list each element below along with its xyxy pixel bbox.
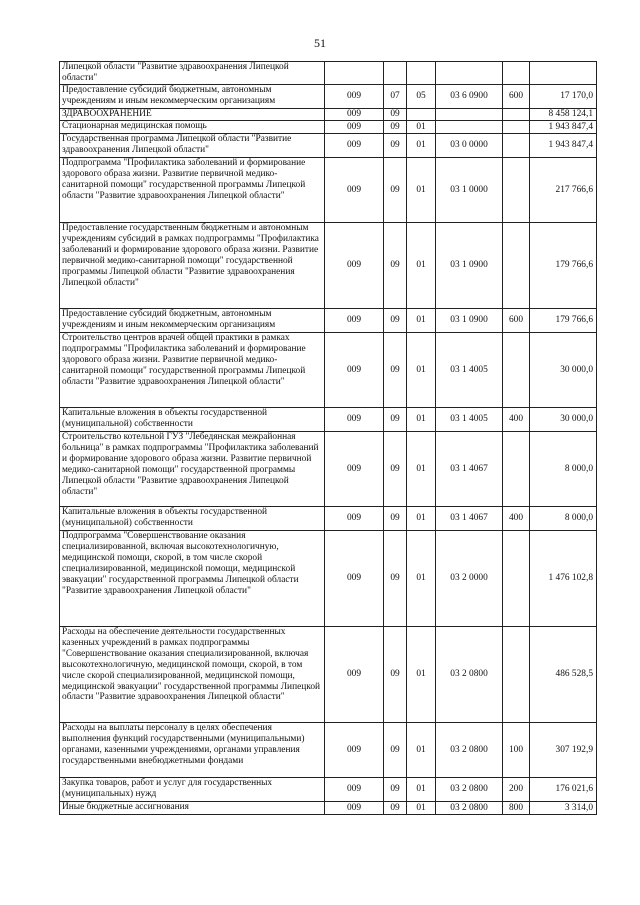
- expense-name-cell: Предоставление субсидий бюджетным, автономным учреждениям и иным некоммерческим организациям: [60, 85, 325, 109]
- expense-name-cell: Строительство котельной ГУЗ "Лебедянская межрайонная больница" в рамках подпрограммы "Профилактика заболеваний и формирование здорового образа жизни. Развитие первичной медико-санитарной помощи" государственной программы Липецкой области "Развитие здравоохранения Липецкой области": [60, 432, 325, 507]
- target-item-cell: 03 1 4005: [436, 333, 503, 408]
- amount-cell: [530, 62, 597, 85]
- subsection-code-cell: 05: [407, 85, 436, 109]
- target-item-cell: [436, 62, 503, 85]
- department-code-cell: 009: [325, 432, 384, 507]
- department-code-cell: 009: [325, 309, 384, 333]
- expense-name-cell: Закупка товаров, работ и услуг для государственных (муниципальных) нужд: [60, 778, 325, 802]
- table-row: [60, 121, 597, 134]
- expense-type-cell: [503, 531, 530, 627]
- expense-name-cell: Расходы на обеспечение деятельности государственных казенных учреждений в рамках подпрограммы "Совершенствование оказания специализированной, включая высокотехнологичную, медицинской помощи, скорой, в том числе скорой специализированной, медицинской помощи, медицинской эвакуации" государственной программы Липецкой области "Развитие здравоохранения Липецкой области": [60, 627, 325, 723]
- department-code-cell: 009: [325, 134, 384, 158]
- target-item-cell: 03 2 0800: [436, 723, 503, 778]
- amount-cell: 30 000,0: [530, 408, 597, 432]
- table-row: [60, 158, 597, 223]
- table-row: [60, 531, 597, 627]
- expense-type-cell: [503, 627, 530, 723]
- section-code-cell: 09: [384, 802, 407, 815]
- subsection-code-cell: 01: [407, 333, 436, 408]
- table-row: [60, 432, 597, 507]
- expense-name-cell: Предоставление субсидий бюджетным, автономным учреждениям и иным некоммерческим организациям: [60, 309, 325, 333]
- amount-cell: 179 766,6: [530, 223, 597, 309]
- amount-cell: 30 000,0: [530, 333, 597, 408]
- expense-type-cell: [503, 121, 530, 134]
- department-code-cell: 009: [325, 408, 384, 432]
- expense-name-cell: Государственная программа Липецкой области "Развитие здравоохранения Липецкой области": [60, 134, 325, 158]
- subsection-code-cell: 01: [407, 158, 436, 223]
- amount-cell: 217 766,6: [530, 158, 597, 223]
- table-row: [60, 723, 597, 778]
- section-code-cell: 09: [384, 432, 407, 507]
- table-row: [60, 109, 597, 121]
- section-code-cell: 09: [384, 134, 407, 158]
- department-code-cell: 009: [325, 507, 384, 531]
- section-code-cell: 09: [384, 109, 407, 121]
- department-code-cell: 009: [325, 333, 384, 408]
- section-code-cell: 09: [384, 121, 407, 134]
- expense-name-cell: Строительство центров врачей общей практики в рамках подпрограммы "Профилактика заболеваний и формирование здорового образа жизни. Развитие первичной медико-санитарной помощи" государственной программы Липецкой области "Развитие здравоохранения Липецкой области": [60, 333, 325, 408]
- target-item-cell: 03 2 0800: [436, 802, 503, 815]
- table-row: [60, 134, 597, 158]
- expense-name-cell: ЗДРАВООХРАНЕНИЕ: [60, 109, 325, 121]
- expense-type-cell: [503, 158, 530, 223]
- subsection-code-cell: 01: [407, 531, 436, 627]
- expense-type-cell: 600: [503, 309, 530, 333]
- expense-name-cell: Стационарная медицинская помощь: [60, 121, 325, 134]
- section-code-cell: 09: [384, 627, 407, 723]
- department-code-cell: 009: [325, 109, 384, 121]
- subsection-code-cell: 01: [407, 507, 436, 531]
- expense-name-cell: Расходы на выплаты персоналу в целях обеспечения выполнения функций государственными (муниципальными) органами, казенными учреждениями, органами управления государственными внебюджетными фондами: [60, 723, 325, 778]
- table-row: [60, 62, 597, 85]
- subsection-code-cell: 01: [407, 223, 436, 309]
- section-code-cell: 09: [384, 223, 407, 309]
- amount-cell: 1 943 847,4: [530, 134, 597, 158]
- section-code-cell: 09: [384, 408, 407, 432]
- target-item-cell: [436, 109, 503, 121]
- expense-type-cell: 600: [503, 85, 530, 109]
- amount-cell: 307 192,9: [530, 723, 597, 778]
- expense-name-cell: Подпрограмма "Профилактика заболеваний и формирование здорового образа жизни. Развитие первичной медико-санитарной помощи" государственной программы Липецкой области "Развитие здравоохранения Липецкой области": [60, 158, 325, 223]
- target-item-cell: [436, 121, 503, 134]
- target-item-cell: 03 1 4067: [436, 432, 503, 507]
- amount-cell: 486 528,5: [530, 627, 597, 723]
- expense-name-cell: Липецкой области "Развитие здравоохранения Липецкой области": [60, 62, 325, 85]
- budget-table: [59, 61, 597, 815]
- section-code-cell: [384, 62, 407, 85]
- subsection-code-cell: [407, 62, 436, 85]
- expense-type-cell: [503, 223, 530, 309]
- table-row: [60, 223, 597, 309]
- table-body: [60, 62, 597, 815]
- department-code-cell: 009: [325, 802, 384, 815]
- target-item-cell: 03 0 0000: [436, 134, 503, 158]
- amount-cell: 8 000,0: [530, 432, 597, 507]
- section-code-cell: 09: [384, 309, 407, 333]
- amount-cell: 17 170,0: [530, 85, 597, 109]
- section-code-cell: 09: [384, 333, 407, 408]
- subsection-code-cell: 01: [407, 309, 436, 333]
- table-row: [60, 85, 597, 109]
- section-code-cell: 09: [384, 158, 407, 223]
- table-row: [60, 507, 597, 531]
- page-number: 51: [314, 36, 326, 50]
- expense-name-cell: Подпрограмма "Совершенствование оказания специализированной, включая высокотехнологичную, медицинской помощи, скорой, в том числе скорой специализированной, медицинской помощи, медицинской эвакуации" государственной программы Липецкой области "Развитие здравоохранения Липецкой области": [60, 531, 325, 627]
- expense-type-cell: 200: [503, 778, 530, 802]
- target-item-cell: 03 1 4067: [436, 507, 503, 531]
- section-code-cell: 07: [384, 85, 407, 109]
- department-code-cell: 009: [325, 85, 384, 109]
- amount-cell: 176 021,6: [530, 778, 597, 802]
- subsection-code-cell: [407, 109, 436, 121]
- department-code-cell: 009: [325, 778, 384, 802]
- department-code-cell: 009: [325, 627, 384, 723]
- section-code-cell: 09: [384, 778, 407, 802]
- expense-type-cell: [503, 432, 530, 507]
- section-code-cell: 09: [384, 531, 407, 627]
- table-row: [60, 802, 597, 815]
- amount-cell: 1 943 847,4: [530, 121, 597, 134]
- target-item-cell: 03 6 0900: [436, 85, 503, 109]
- target-item-cell: 03 1 4005: [436, 408, 503, 432]
- target-item-cell: 03 1 0900: [436, 309, 503, 333]
- department-code-cell: 009: [325, 723, 384, 778]
- subsection-code-cell: 01: [407, 627, 436, 723]
- subsection-code-cell: 01: [407, 432, 436, 507]
- subsection-code-cell: 01: [407, 723, 436, 778]
- target-item-cell: 03 1 0900: [436, 223, 503, 309]
- table-row: [60, 627, 597, 723]
- expense-type-cell: [503, 134, 530, 158]
- expense-type-cell: 800: [503, 802, 530, 815]
- section-code-cell: 09: [384, 507, 407, 531]
- expense-type-cell: [503, 109, 530, 121]
- subsection-code-cell: 01: [407, 778, 436, 802]
- amount-cell: 179 766,6: [530, 309, 597, 333]
- target-item-cell: 03 2 0000: [436, 531, 503, 627]
- subsection-code-cell: 01: [407, 121, 436, 134]
- expense-type-cell: [503, 333, 530, 408]
- section-code-cell: 09: [384, 723, 407, 778]
- department-code-cell: 009: [325, 531, 384, 627]
- amount-cell: 3 314,0: [530, 802, 597, 815]
- table-row: [60, 778, 597, 802]
- expense-type-cell: 400: [503, 507, 530, 531]
- department-code-cell: 009: [325, 121, 384, 134]
- table-row: [60, 333, 597, 408]
- amount-cell: 1 476 102,8: [530, 531, 597, 627]
- subsection-code-cell: 01: [407, 408, 436, 432]
- table-row: [60, 408, 597, 432]
- amount-cell: 8 000,0: [530, 507, 597, 531]
- department-code-cell: [325, 62, 384, 85]
- expense-name-cell: Иные бюджетные ассигнования: [60, 802, 325, 815]
- target-item-cell: 03 2 0800: [436, 627, 503, 723]
- department-code-cell: 009: [325, 223, 384, 309]
- department-code-cell: 009: [325, 158, 384, 223]
- amount-cell: 8 458 124,1: [530, 109, 597, 121]
- expense-type-cell: 400: [503, 408, 530, 432]
- expense-type-cell: [503, 62, 530, 85]
- expense-name-cell: Капитальные вложения в объекты государственной (муниципальной) собственности: [60, 507, 325, 531]
- table-row: [60, 309, 597, 333]
- subsection-code-cell: 01: [407, 134, 436, 158]
- expense-type-cell: 100: [503, 723, 530, 778]
- target-item-cell: 03 2 0800: [436, 778, 503, 802]
- expense-name-cell: Капитальные вложения в объекты государственной (муниципальной) собственности: [60, 408, 325, 432]
- target-item-cell: 03 1 0000: [436, 158, 503, 223]
- expense-name-cell: Предоставление государственным бюджетным и автономным учреждениям субсидий в рамках подпрограммы "Профилактика заболеваний и формирование здорового образа жизни. Развитие первичной медико-санитарной помощи" государственной программы Липецкой области "Развитие здравоохранения Липецкой области": [60, 223, 325, 309]
- subsection-code-cell: 01: [407, 802, 436, 815]
